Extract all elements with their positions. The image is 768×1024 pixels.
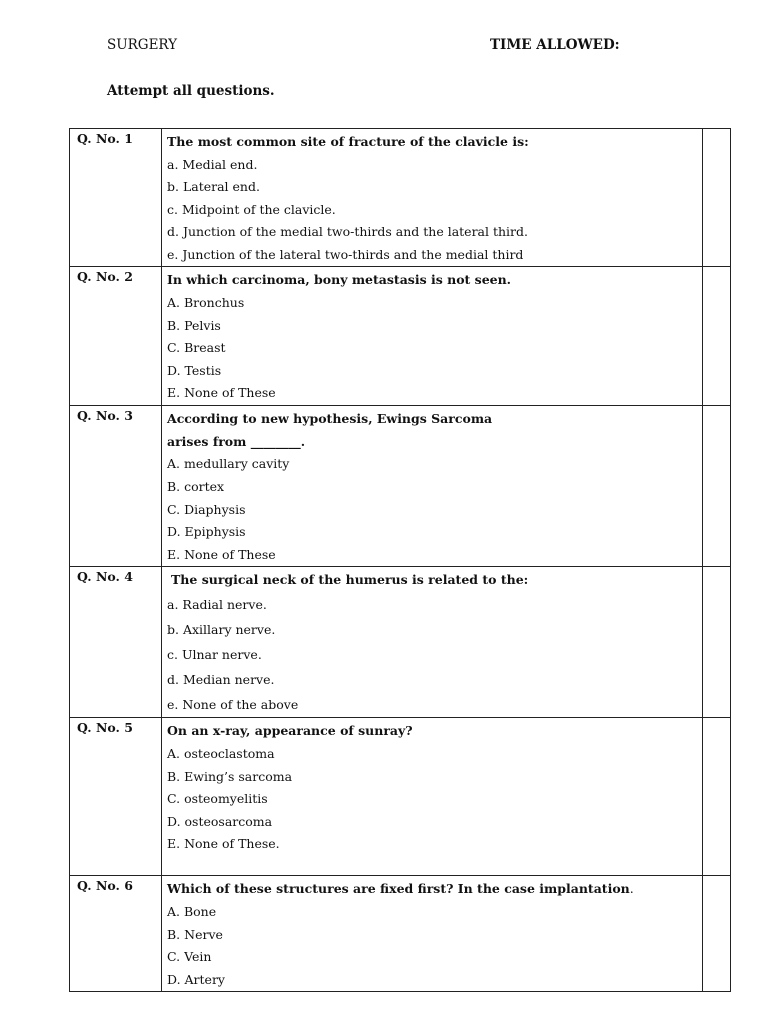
question-row-2 bbox=[70, 267, 731, 406]
question-body bbox=[162, 718, 703, 876]
question-row-6 bbox=[70, 876, 731, 992]
answer-option: B. Nerve bbox=[167, 926, 223, 942]
subject-title: SURGERY bbox=[107, 37, 178, 53]
question-row-1 bbox=[70, 129, 731, 267]
answer-option: C. Vein bbox=[167, 949, 212, 965]
answer-option: A. Bone bbox=[167, 903, 217, 919]
answer-option: a. Radial nerve. bbox=[167, 596, 267, 612]
question-body bbox=[162, 129, 703, 267]
answer-option: d. Median nerve. bbox=[167, 671, 275, 687]
answer-option: B. Ewing’s sarcoma bbox=[167, 768, 293, 784]
question-stem-continued: arises from ________. bbox=[167, 433, 306, 449]
answer-option: b. Lateral end. bbox=[167, 179, 260, 195]
answer-option: D. Artery bbox=[167, 971, 225, 987]
question-row-3 bbox=[70, 406, 731, 567]
answer-option: D. Epiphysis bbox=[167, 524, 246, 540]
question-number: Q. No. 4 bbox=[70, 567, 162, 718]
answer-option: d. Junction of the medial two-thirds and the lateral third. bbox=[167, 224, 528, 240]
answer-option: C. osteomyelitis bbox=[167, 791, 268, 807]
instructions: Attempt all questions. bbox=[107, 83, 275, 99]
question-number: Q. No. 1 bbox=[70, 129, 162, 267]
answer-box[interactable] bbox=[703, 718, 731, 876]
question-row-5 bbox=[70, 718, 731, 876]
question-stem bbox=[167, 878, 702, 901]
question-row-4 bbox=[70, 567, 731, 718]
answer-option: A. osteoclastoma bbox=[167, 745, 275, 761]
question-number: Q. No. 2 bbox=[70, 267, 162, 406]
answer-box[interactable] bbox=[703, 406, 731, 567]
answer-box[interactable] bbox=[703, 129, 731, 267]
answer-option: c. Ulnar nerve. bbox=[167, 646, 262, 662]
answer-option: e. Junction of the lateral two-thirds and the medial third bbox=[167, 246, 524, 262]
question-stem: The most common site of fracture of the clavicle is: bbox=[167, 134, 529, 149]
question-stem: On an x-ray, appearance of sunray? bbox=[167, 723, 413, 739]
question-number: Q. No. 6 bbox=[70, 876, 162, 992]
answer-option: D. Testis bbox=[167, 362, 222, 378]
questions-table bbox=[69, 128, 731, 992]
question-body bbox=[162, 406, 703, 567]
question-stem-period: . bbox=[629, 881, 634, 897]
answer-option: B. Pelvis bbox=[167, 317, 221, 333]
answer-option: E. None of These bbox=[167, 385, 276, 401]
answer-option: b. Axillary nerve. bbox=[167, 621, 276, 637]
answer-option: B. cortex bbox=[167, 479, 225, 495]
answer-box[interactable] bbox=[703, 267, 731, 406]
answer-box[interactable] bbox=[703, 567, 731, 718]
question-body bbox=[162, 267, 703, 406]
answer-option: A. Bronchus bbox=[167, 294, 245, 310]
answer-option: e. None of the above bbox=[167, 696, 299, 712]
time-allowed-label: TIME ALLOWED: bbox=[490, 37, 620, 53]
question-stem: According to new hypothesis, Ewings Sarcoma bbox=[167, 411, 493, 427]
answer-box[interactable] bbox=[703, 876, 731, 992]
answer-option: E. None of These. bbox=[167, 836, 280, 852]
question-number: Q. No. 3 bbox=[70, 406, 162, 567]
question-stem: The surgical neck of the humerus is related to the: bbox=[171, 572, 529, 588]
answer-option: C. Diaphysis bbox=[167, 501, 246, 517]
question-body bbox=[162, 567, 703, 718]
question-body bbox=[162, 876, 703, 992]
answer-option: a. Medial end. bbox=[167, 156, 258, 172]
answer-option: E. None of These bbox=[167, 546, 276, 562]
question-number: Q. No. 5 bbox=[70, 718, 162, 876]
answer-option: D. osteosarcoma bbox=[167, 813, 273, 829]
question-stem-text: Which of these structures are fixed first? In the case implantation bbox=[167, 881, 630, 897]
answer-option: A. medullary cavity bbox=[167, 456, 290, 472]
answer-option: c. Midpoint of the clavicle. bbox=[167, 201, 336, 217]
question-stem: In which carcinoma, bony metastasis is not seen. bbox=[167, 272, 512, 288]
answer-option: C. Breast bbox=[167, 340, 226, 356]
